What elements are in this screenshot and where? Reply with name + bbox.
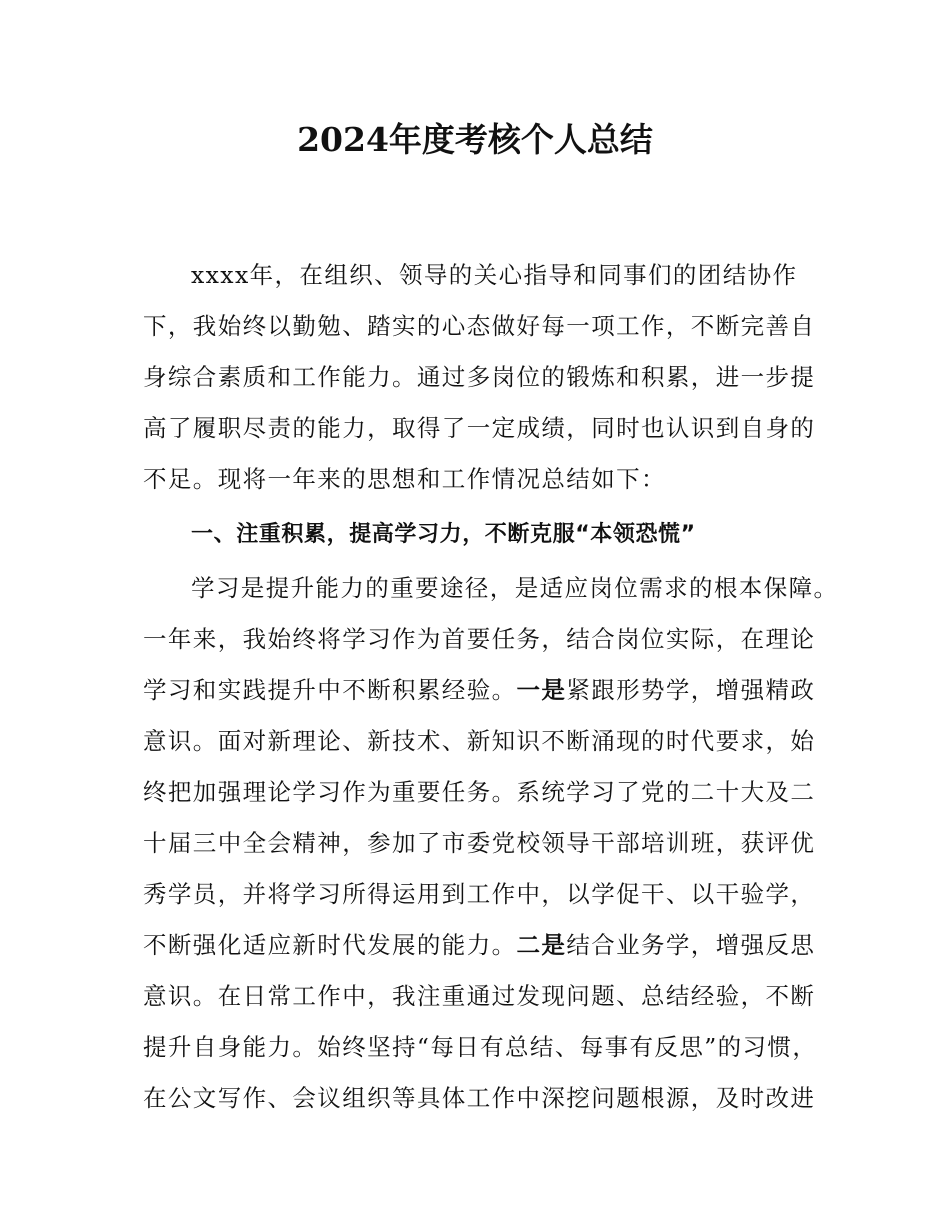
text-run: 紧跟形势学，增强精政 <box>566 676 816 704</box>
text-run: 不断强化适应新时代发展的能力。 <box>143 931 517 959</box>
section-heading: 一、注重积累，提高学习力，不断克服“本领恐慌” <box>191 522 696 547</box>
paragraph-line: 高了履职尽责的能力，取得了一定成绩，同时也认识到自身的 <box>143 414 816 442</box>
paragraph-line <box>143 665 843 716</box>
text-run: 结合业务学，增强反思 <box>566 931 816 959</box>
document-title: 2024年度考核个人总结 <box>297 120 653 159</box>
paragraph-line: 意识。在日常工作中，我注重通过发现问题、总结经验，不断 <box>143 982 816 1010</box>
text-run: 学习和实践提升中不断积累经验。 <box>143 676 517 704</box>
study-paragraph <box>143 563 843 1124</box>
paragraph-line <box>143 920 843 971</box>
paragraph-line: 秀学员，并将学习所得运用到工作中，以学促干、以干验学， <box>143 880 816 908</box>
paragraph-line: 在公文写作、会议组织等具体工作中深挖问题根源，及时改进 <box>143 1084 816 1112</box>
paragraph-line: 学习是提升能力的重要途径，是适应岗位需求的根本保障。 <box>191 574 839 602</box>
emphasis-label: 二是 <box>516 931 567 959</box>
paragraph-line: 不足。现将一年来的思想和工作情况总结如下： <box>143 465 666 493</box>
paragraph-line: xxxx年，在组织、领导的关心指导和同事们的团结协作 <box>191 261 798 289</box>
paragraph-line: 十届三中全会精神，参加了市委党校领导干部培训班，获评优 <box>143 829 816 857</box>
paragraph-line: 下，我始终以勤勉、踏实的心态做好每一项工作，不断完善自 <box>143 312 816 340</box>
paragraph-line: 一年来，我始终将学习作为首要任务，结合岗位实际，在理论 <box>143 625 816 653</box>
paragraph-line: 提升自身能力。始终坚持“每日有总结、每事有反思”的习惯， <box>143 1033 818 1061</box>
paragraph-line: 意识。面对新理论、新技术、新知识不断涌现的时代要求，始 <box>143 727 816 755</box>
intro-paragraph <box>143 250 843 505</box>
document-body <box>143 250 843 1124</box>
emphasis-label: 一是 <box>516 676 567 704</box>
paragraph-line: 身综合素质和工作能力。通过多岗位的锻炼和积累，进一步提 <box>143 363 816 391</box>
paragraph-line: 终把加强理论学习作为重要任务。系统学习了党的二十大及二 <box>143 778 816 806</box>
